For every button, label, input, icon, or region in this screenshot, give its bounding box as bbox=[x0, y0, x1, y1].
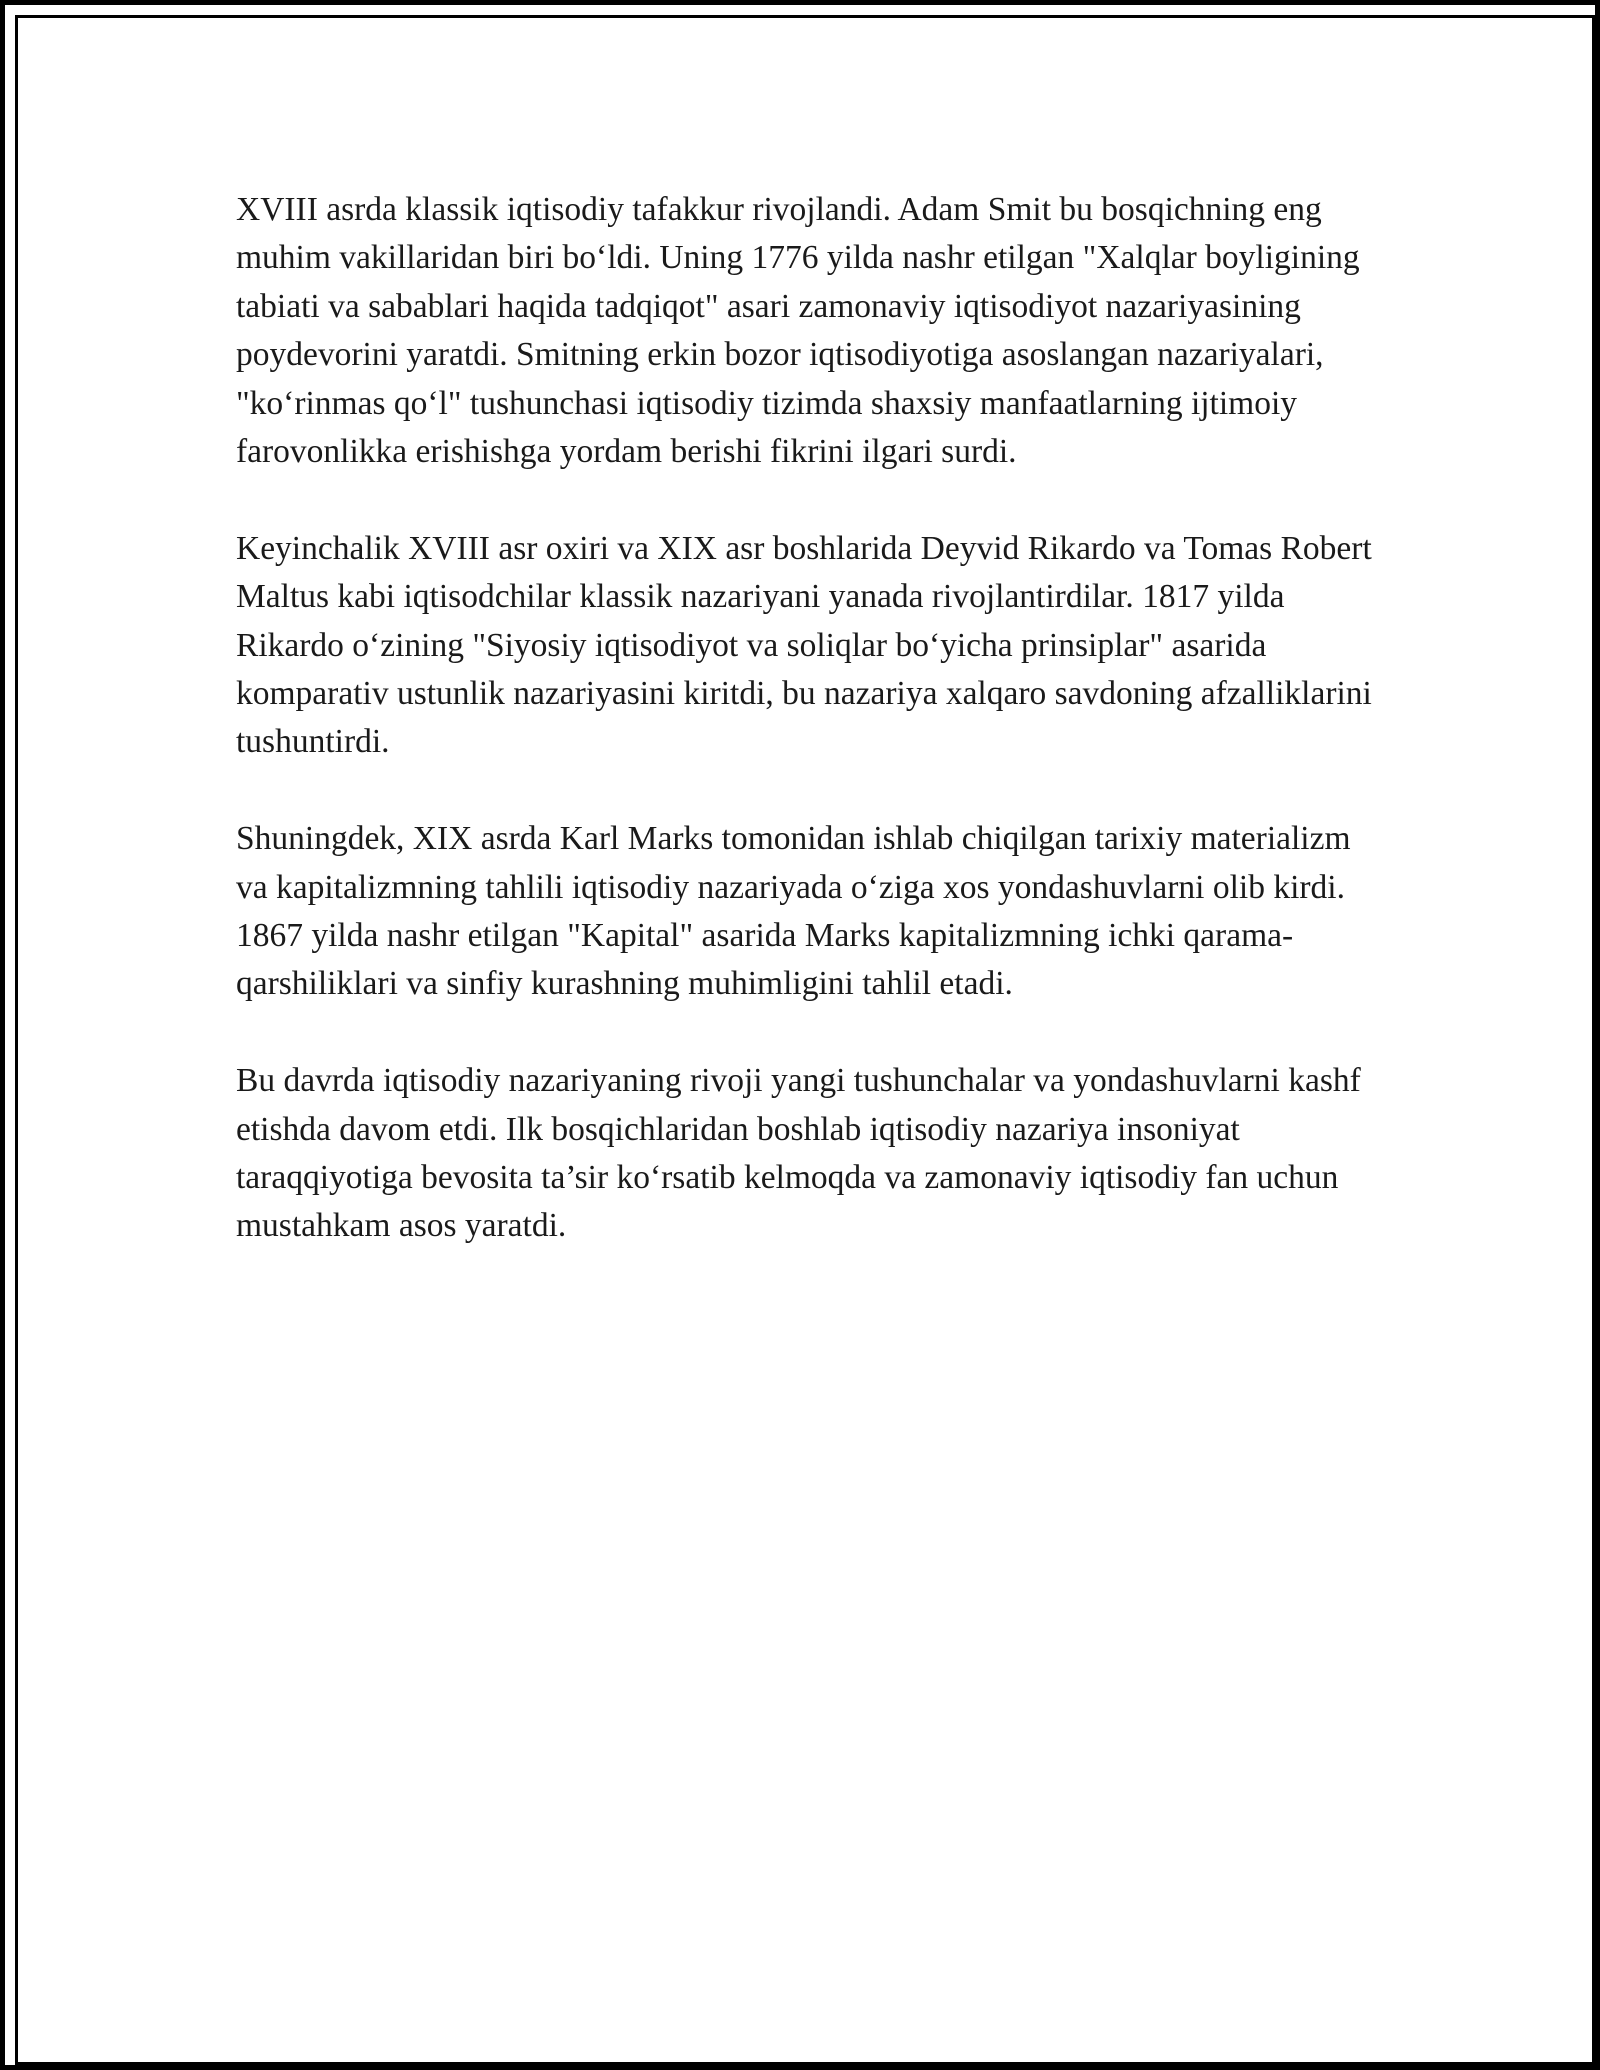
paragraph-classical-economics: XVIII asrda klassik iqtisodiy tafakkur rivojlandi. Adam Smit bu bosqichning eng muhim vakillaridan biri bo‘ldi. Uning 1776 yilda nashr etilgan "Xalqlar boyligining tabiati va sabablari haqida tadqiqot" asari zamonaviy iqtisodiyot nazariyasining poydevorini yaratdi. Smitning erkin bozor iqtisodiyotiga asoslangan nazariyalari, "ko‘rinmas qo‘l" tushunchasi iqtisodiy tizimda shaxsiy manfaatlarning ijtimoiy farovonlikka erishishga yordam berishi fikrini ilgari surdi. bbox=[236, 191, 1360, 471]
document-body bbox=[236, 186, 1386, 1299]
paragraph-conclusion: Bu davrda iqtisodiy nazariyaning rivoji yangi tushunchalar va yondashuvlarni kashf etishda davom etdi. Ilk bosqichlaridan boshlab iqtisodiy nazariya insoniyat taraqqiyotiga bevosita ta’sir ko‘rsatib kelmoqda va zamonaviy iqtisodiy fan uchun mustahkam asos yaratdi. bbox=[236, 1062, 1361, 1245]
paragraph-marx: Shuningdek, XIX asrda Karl Marks tomonidan ishlab chiqilgan tarixiy materializm va kapitalizmning tahlili iqtisodiy nazariyada o‘ziga xos yondashuvlarni olib kirdi. 1867 yilda nashr etilgan "Kapital" asarida Marks kapitalizmning ichki qarama-qarshiliklari va sinfiy kurashning muhimligini tahlil etadi. bbox=[236, 820, 1351, 1003]
paragraph-ricardo-malthus: Keyinchalik XVIII asr oxiri va XIX asr boshlarida Deyvid Rikardo va Tomas Robert Maltus kabi iqtisodchilar klassik nazariyani yanada rivojlantirdilar. 1817 yilda Rikardo o‘zining "Siyosiy iqtisodiyot va soliqlar bo‘yicha prinsiplar" asarida komparativ ustunlik nazariyasini kiritdi, bu nazariya xalqaro savdoning afzalliklarini tushuntirdi. bbox=[236, 529, 1372, 761]
